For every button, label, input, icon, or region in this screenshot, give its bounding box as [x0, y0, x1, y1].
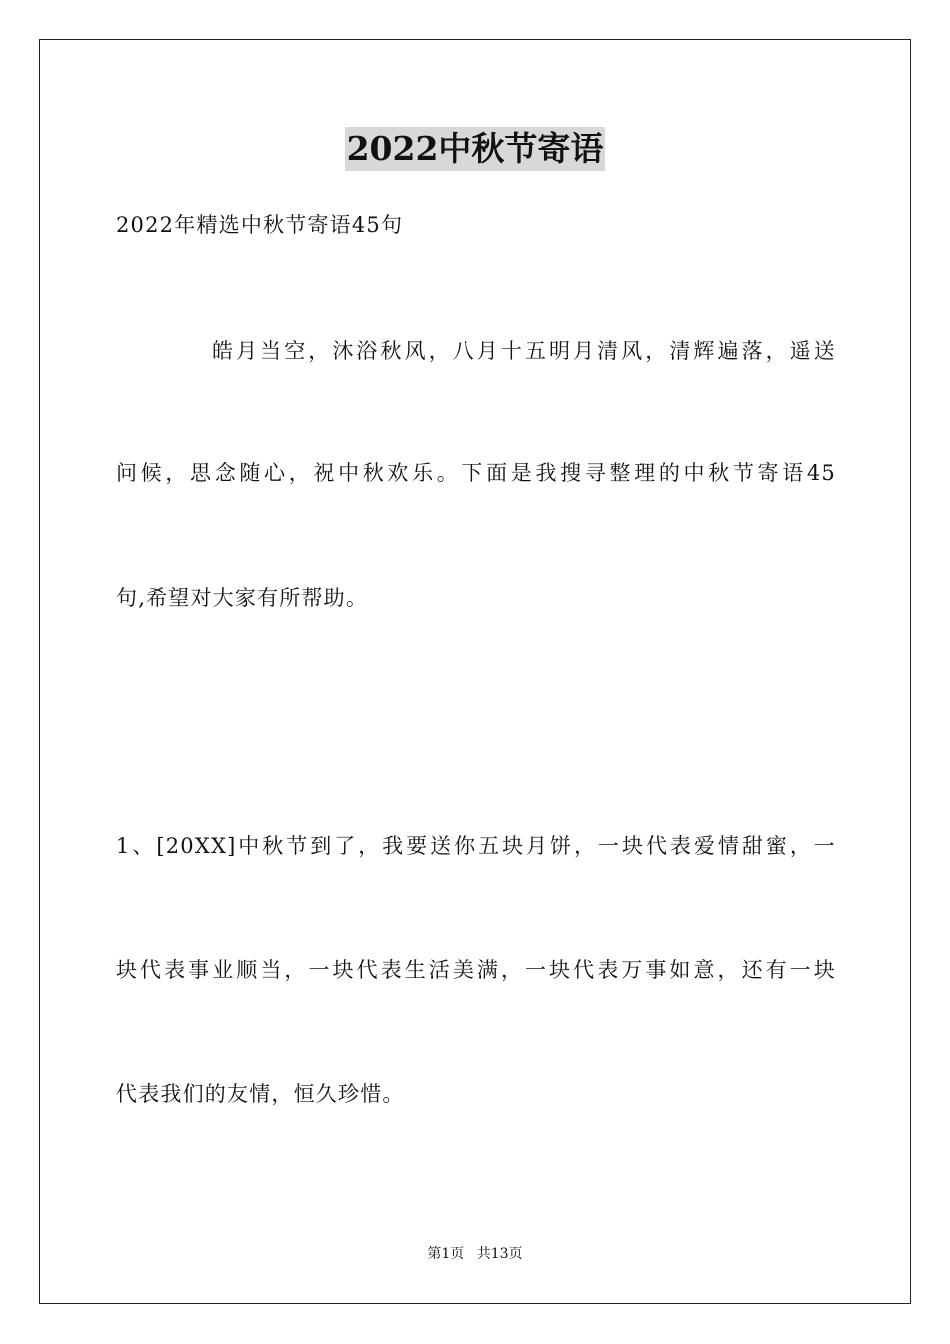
item1-line-3: 代表我们的友情，恒久珍惜。 [116, 1082, 405, 1106]
intro-line-3: 句,希望对大家有所帮助。 [116, 586, 369, 610]
page-number: 第1页 [427, 1246, 465, 1262]
page-total: 共13页 [476, 1246, 523, 1262]
title-container [0, 127, 950, 171]
document-subtitle: 2022年精选中秋节寄语45句 [116, 213, 404, 237]
document-title: 2022中秋节寄语 [345, 127, 606, 171]
item1-line-2: 块代表事业顺当，一块代表生活美满，一块代表万事如意，还有一块 [116, 958, 836, 982]
intro-line-1: 皓月当空，沐浴秋风，八月十五明月清风，清辉遍落，遥送 [212, 339, 836, 363]
page-footer [0, 1244, 950, 1264]
intro-line-2: 问候，思念随心，祝中秋欢乐。下面是我搜寻整理的中秋节寄语45 [116, 461, 836, 485]
item1-line-1: 1、[20XX]中秋节到了，我要送你五块月饼，一块代表爱情甜蜜，一 [116, 834, 836, 858]
